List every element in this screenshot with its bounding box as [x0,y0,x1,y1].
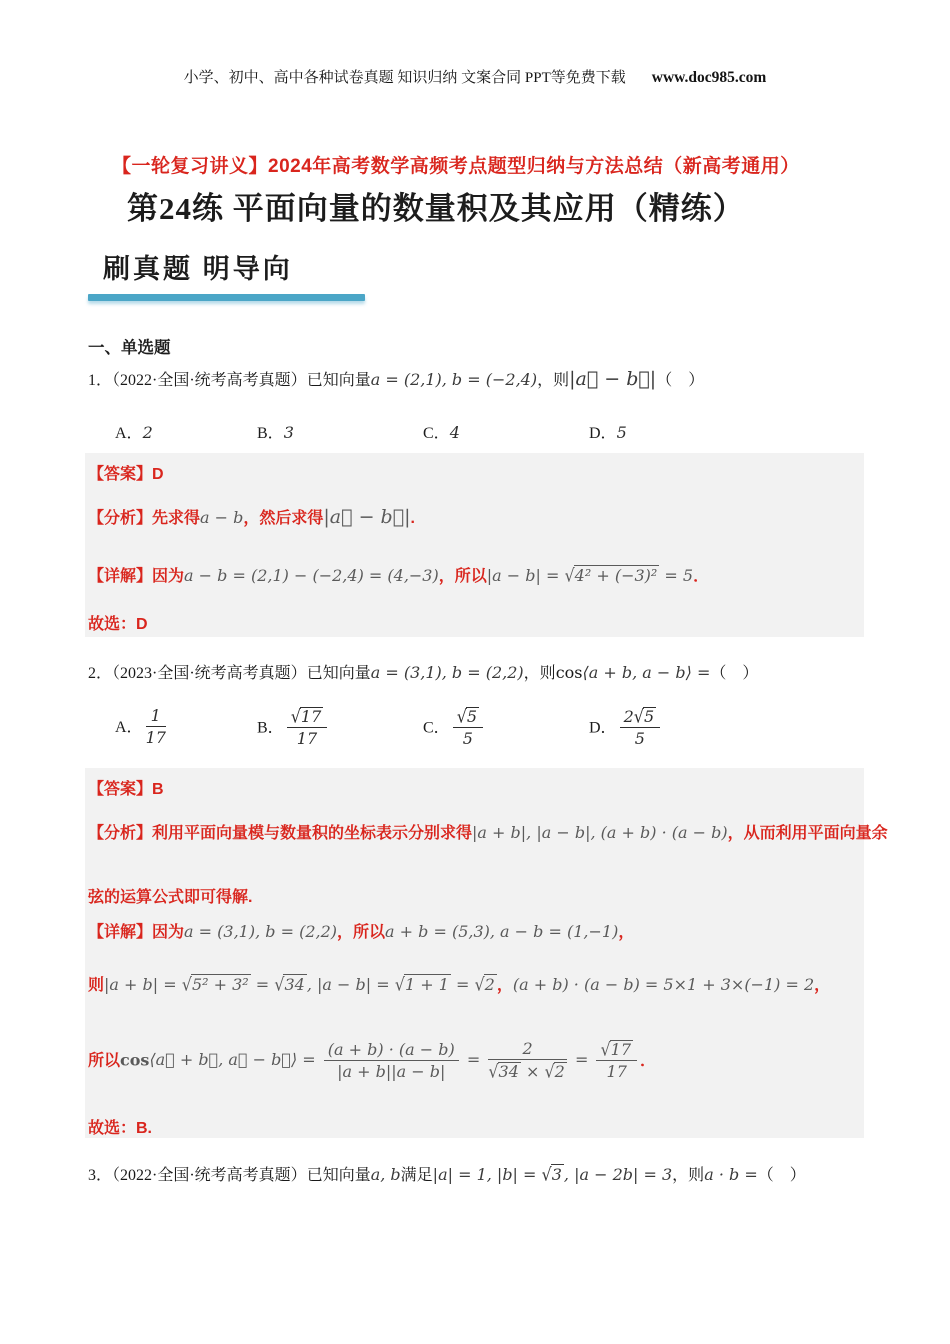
q2-analysis-line1 [88,820,888,843]
site-url: www.doc985.com [651,69,767,86]
q2-detail-text2: ，所以 [337,924,386,941]
q1-option-d-value: 5 [616,423,627,442]
q1-option-b [257,420,294,443]
q2-option-b [257,707,330,749]
q2-lead: 已知向量 [306,665,371,682]
q2-option-a [115,707,169,748]
accent-bar [88,294,365,301]
q1-option-c-label: C． [423,425,450,442]
q1-option-a-label: A． [115,425,143,442]
q2-then-text1: 则 [88,977,105,994]
q2-option-a-label: A． [115,718,143,736]
q1-option-a-value: 2 [142,423,153,442]
q2-option-d-value: $\frac{2√5}{5}$ [617,717,664,736]
q3-math-dot: a · b = [704,1165,758,1184]
q1-option-d [589,420,627,443]
q2-answer-line [88,776,164,799]
q3-source: （2022·全国·统考高考真题） [112,1167,307,1184]
q1-stem [88,367,704,390]
q2-option-c-label: C． [423,719,450,737]
q3-mid: 满足 [400,1167,433,1184]
q1-math-vectors: a = (2,1), b = (−2,4) [370,370,538,389]
q2-so-line [88,1040,656,1082]
q2-answer-tag: 【答案】 [88,781,153,798]
q2-so-text1: 所以 [88,1052,121,1070]
q3-math-conditions: |a| = 1, |b| = √3 , |a − 2b| = 3 [432,1163,673,1186]
q1-lead: 已知向量 [306,372,371,389]
q1-option-c [423,420,460,443]
q1-math-abs: |a⃗ − b⃗| [569,368,657,390]
q1-options [88,420,868,450]
q2-math-vectors: a = (3,1), b = (2,2) [370,663,524,682]
q3-mid2: ，则 [672,1167,705,1184]
q1-detail-text2: ，所以 [438,568,487,585]
q1-detail-math1: a − b = (2,1) − (−2,4) = (4,−3) [184,566,439,585]
q2-then-math1: |a + b| = √5² + 3² = √34 , |a − b| = √1 + 1 = √2 [104,973,495,996]
q1-option-b-value: 3 [283,423,294,442]
q1-analysis-tag: 【分析】 [88,510,153,527]
q3-paren: （ ） [757,1167,806,1184]
q2-analysis-tag: 【分析】 [88,825,153,842]
q1-option-b-label: B． [257,425,284,442]
q2-then-text2: ， [496,977,513,994]
q2-then-math2: (a + b) · (a − b) = 5×1 + 3×(−1) = 2 [512,975,815,994]
q1-analysis-math1: a − b [200,508,244,527]
q3-stem [88,1162,806,1185]
q2-detail-math1: a = (3,1), b = (2,2) [184,922,337,941]
q2-option-a-value: $\frac{1}{17}$ [145,706,166,748]
q1-detail-end: ． [693,568,710,585]
q2-option-c-value: $\frac{√5}{5}$ [450,717,486,736]
q1-detail-tag: 【详解】 [88,568,153,585]
q2-source: （2023·全国·统考高考真题） [112,665,307,682]
q1-answer-tag: 【答案】 [88,466,153,483]
q2-detail-end: ， [618,924,635,941]
q2-option-c [423,707,486,749]
q2-analysis-math1: |a + b|, |a − b|, (a + b) · (a − b) [472,823,728,842]
q1-detail-text1: 因为 [152,568,185,585]
q2-so-end: ． [640,1052,657,1070]
q2-option-d [589,707,663,749]
q1-detail-line [88,563,709,586]
q2-answer-value: B [152,781,164,798]
q2-analysis-line2: 弦的运算公式即可得解. [88,889,253,906]
q2-mid: ，则 [523,665,556,682]
q1-option-a [115,420,153,443]
q2-options [88,707,868,759]
q1-analysis-text1: 先求得 [152,510,201,527]
q3-math-vectors: a, b [370,1165,401,1184]
q1-option-d-label: D． [589,425,617,442]
q2-option-b-value: $\frac{√17}{17}$ [284,717,331,736]
q2-analysis-text1: 利用平面向量模与数量积的坐标表示分别求得 [152,825,473,842]
q2-math-cos: ⟨a + b, a − b⟩ = [582,663,711,682]
q2-number: 2． [88,665,113,682]
q2-analysis-text2: ，从而利用平面向量余 [727,825,888,842]
q2-detail-line [88,919,634,942]
q1-answer-value: D [152,466,164,483]
q2-detail-math2: a + b = (5,3), a − b = (1,−1) [385,922,619,941]
q1-analysis-line [88,505,415,528]
q2-detail-text1: 因为 [152,924,185,941]
q1-analysis-text2: ，然后求得 [243,510,324,527]
q2-option-b-label: B． [257,719,284,737]
section-heading: 刷真题 明导向 [103,254,293,284]
q3-number: 3． [88,1167,113,1184]
q2-option-d-label: D． [589,719,617,737]
q3-lead: 已知向量 [306,1167,371,1184]
q1-analysis-end: . [410,510,415,527]
q2-conclusion: 故选：B. [88,1120,153,1137]
q1-detail-math2: |a − b| = √4² + (−3)² = 5 [486,564,694,587]
q2-math-fn: cos [555,663,583,682]
q1-paren: （ ） [656,372,705,389]
q1-number: 1． [88,372,113,389]
series-banner: 【一轮复习讲义】2024年高考数学高频考点题型归纳与方法总结（新高考通用） [112,156,800,177]
q2-paren: （ ） [710,665,759,682]
q1-source: （2022·全国·统考高考真题） [112,372,307,389]
q1-analysis-math2: |a⃗ − b⃗| [323,506,411,528]
q2-then-line [88,972,830,995]
q2-detail-tag: 【详解】 [88,924,153,941]
q1-answer-line [88,461,164,484]
page-title: 第24练 平面向量的数量积及其应用（精练） [127,191,745,226]
q2-then-end: ， [814,977,831,994]
q2-stem [88,660,758,683]
site-note: 小学、初中、高中各种试卷真题 知识归纳 文案合同 PPT等免费下载 [183,70,626,86]
q1-conclusion: 故选：D [88,616,148,633]
q1-option-c-value: 4 [449,423,460,442]
question-type-heading: 一、单选题 [88,339,171,357]
q2-so-math: ⟨a⃗ + b⃗, a⃗ − b⃗⟩ = $\frac{(a + b) \cdot (a - b)}{|a + b||a - b|}$ = $\frac{2}{√34 \times √2}$ = $\frac{√17}{17}$ [149,1050,640,1069]
q1-mid: ，则 [537,372,570,389]
site-header [0,66,950,87]
q1-answer-block [85,453,864,637]
q2-so-fn: cos [120,1050,150,1070]
